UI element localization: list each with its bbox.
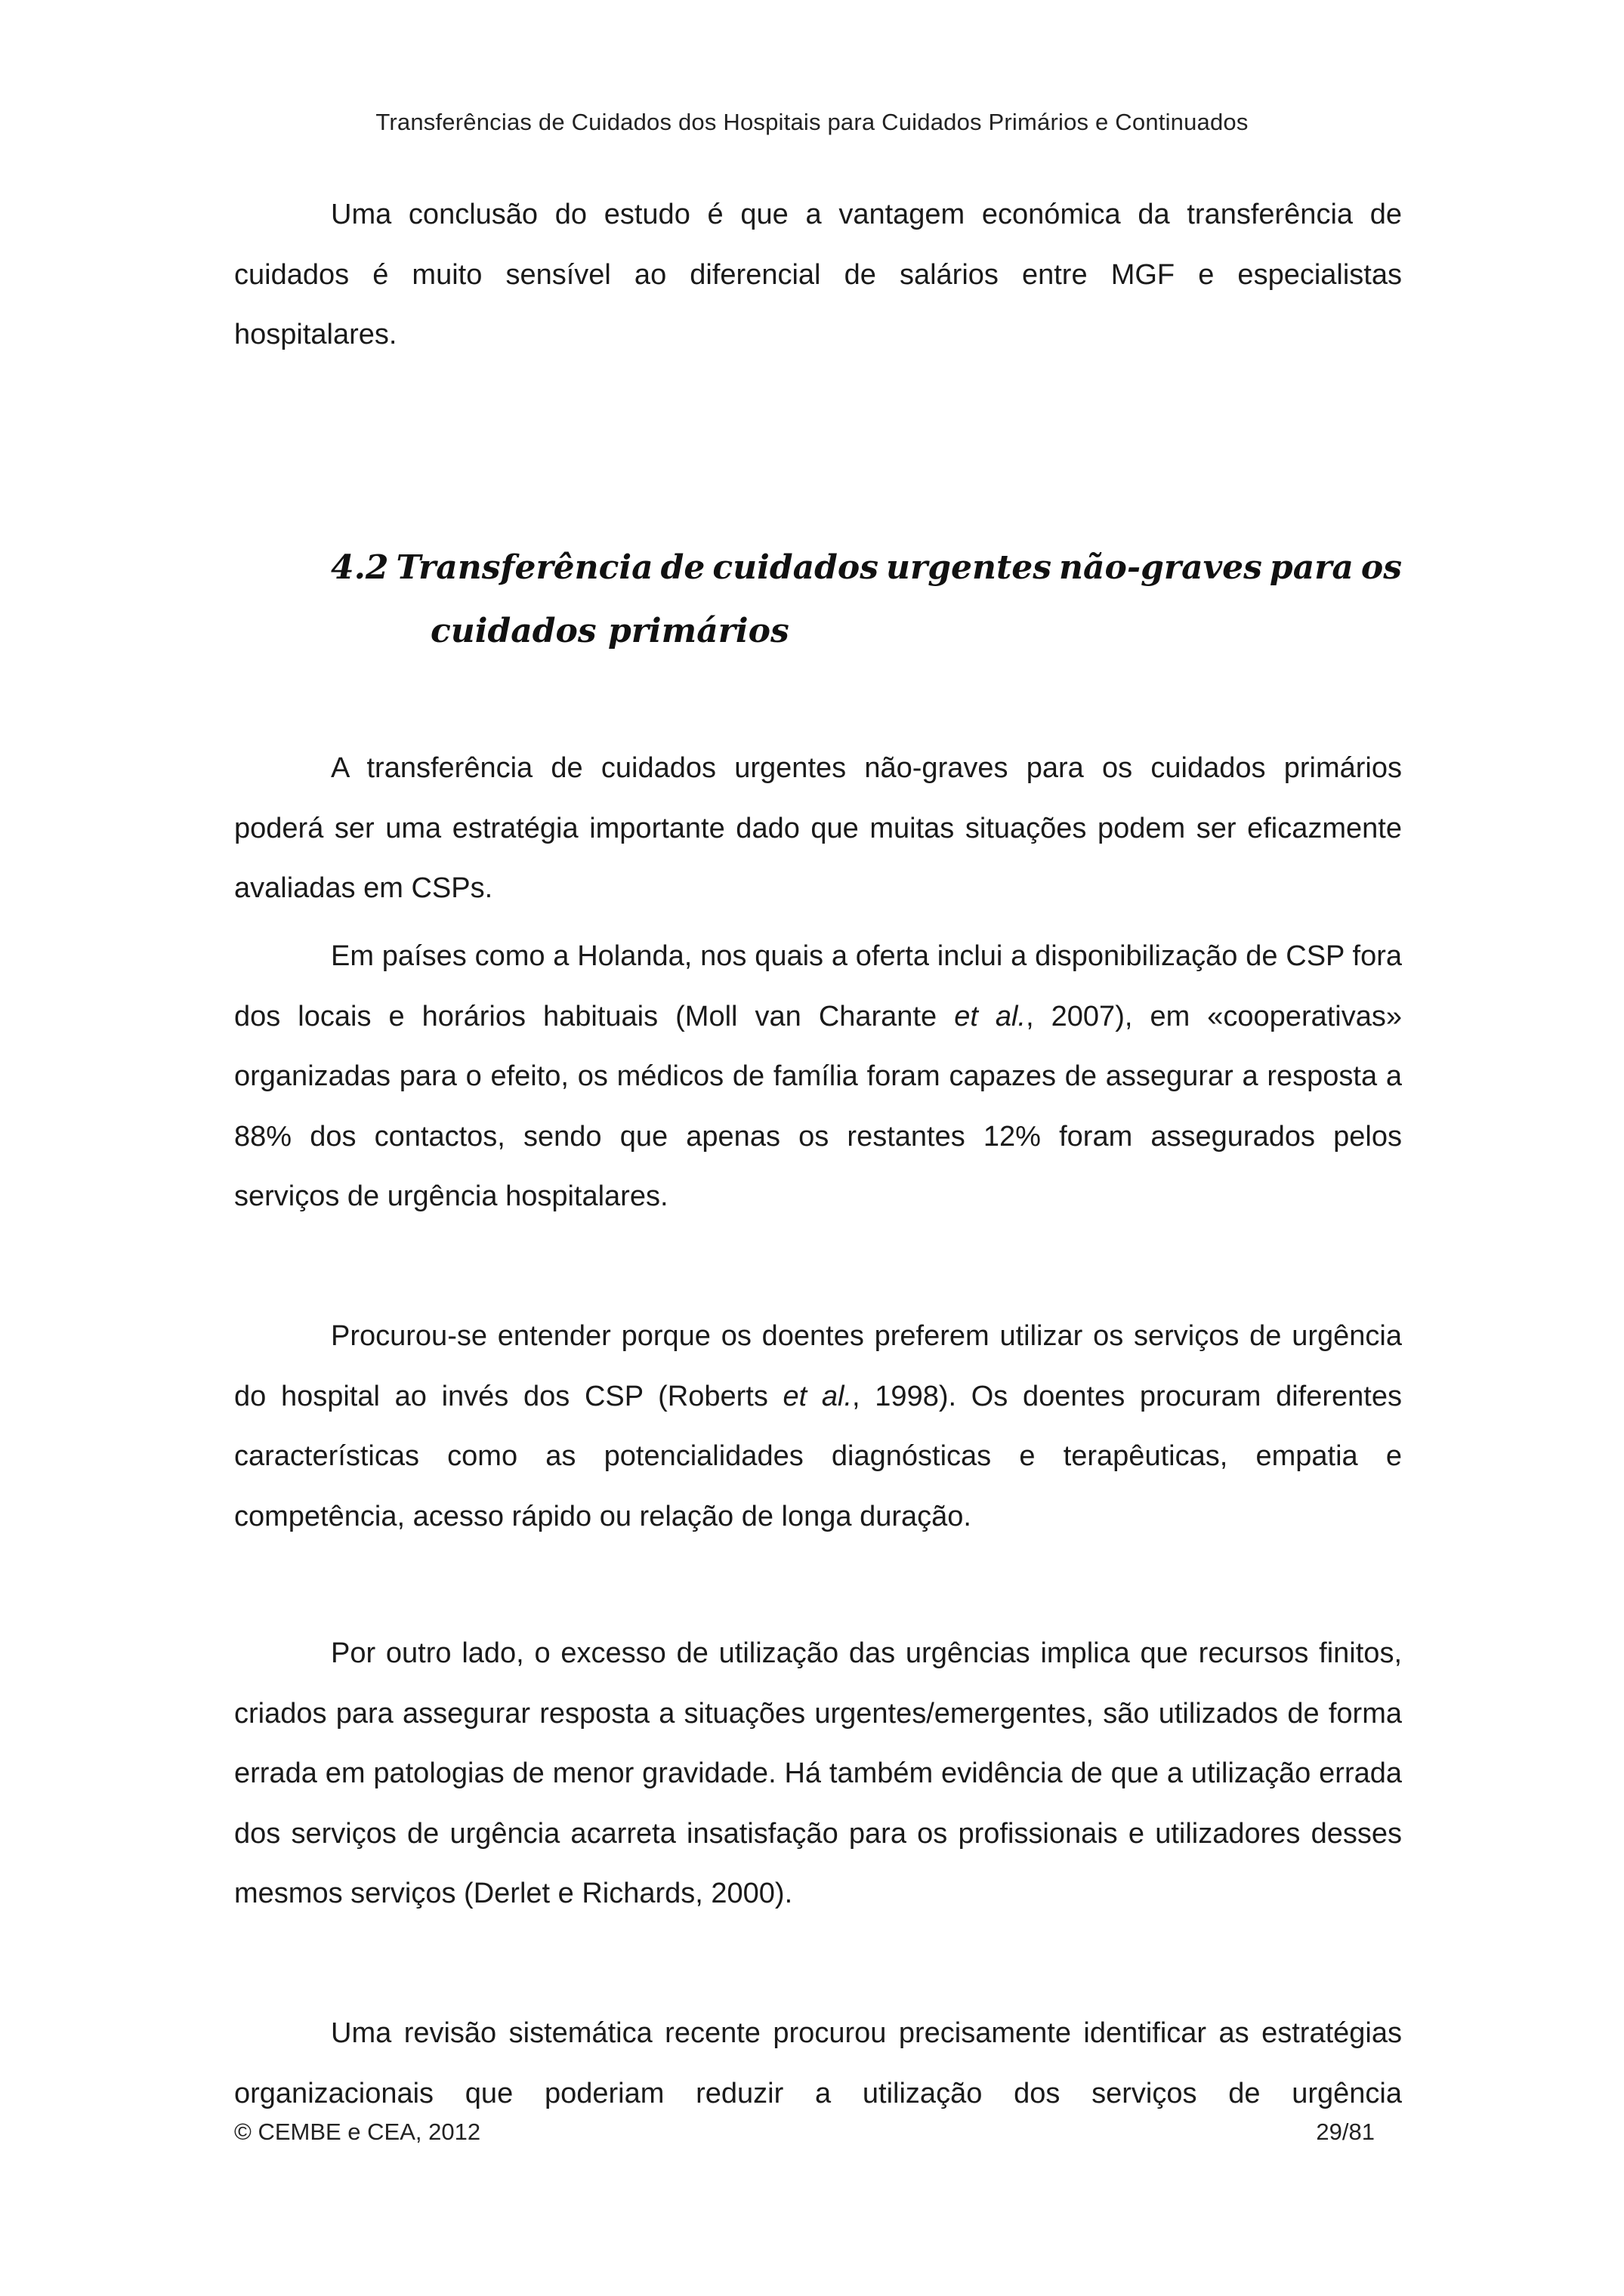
footer-copyright: © CEMBE e CEA, 2012: [234, 2119, 481, 2145]
paragraph-text: Em países como a Holanda, nos quais a oferta inclui a disponibilização de CSP fora dos locais e horários habituais (Moll van Charante: [234, 940, 1402, 1032]
paragraph-holanda: [234, 927, 1402, 1227]
paragraph-conclusion: [234, 185, 1402, 366]
paragraph-text: Uma conclusão do estudo é que a vantagem económica da transferência de cuidados é muito sensível ao diferencial de salários entre MGF e especialistas hospitalares.: [234, 199, 1402, 350]
section-heading-line1: [331, 536, 1402, 600]
footer-page-number: 29/81: [1316, 2119, 1375, 2145]
paragraph-text: Procurou-se entender porque os doentes preferem utilizar os serviços de urgência do hospital ao invés dos CSP (Roberts: [234, 1320, 1402, 1412]
paragraph-preferences: [234, 1307, 1402, 1547]
heading-word: Transferência: [396, 548, 653, 587]
paragraph-text: , 1998). Os doentes procuram diferentes características como as potencialidades diagnósticas e terapêuticas, empatia e competência, acesso rápido ou relação de longa duração.: [234, 1380, 1402, 1532]
paragraph-intro-transfer: [234, 739, 1402, 919]
paragraph-text: Por outro lado, o excesso de utilização das urgências implica que recursos finitos, criados para assegurar resposta a situações urgentes/emergentes, são utilizados de forma errada em patologias de menor gravidade. Há também evidência de que a utilização errada dos serviços de urgência acarreta insatisfação para os profissionais e utilizadores desses mesmos serviços (Derlet e Richards, 2000).: [234, 1637, 1402, 1909]
heading-word: cuidados: [712, 548, 879, 587]
section-heading: [331, 536, 1402, 663]
paragraph-text: Uma revisão sistemática recente procurou precisamente identificar as estratégias organizacionais que poderiam reduzir a utilização dos serviços de urgência: [234, 2017, 1402, 2109]
paragraph-systematic-review: [234, 2004, 1402, 2124]
paragraph-overuse: [234, 1624, 1402, 1924]
citation-italic: et al.: [783, 1380, 853, 1412]
section-heading-line2: cuidados primários: [431, 612, 789, 650]
heading-word: os: [1360, 548, 1402, 587]
heading-word: para: [1269, 548, 1354, 587]
heading-word: de: [660, 548, 705, 587]
heading-word: urgentes: [886, 548, 1052, 587]
citation-italic: et al.: [954, 1000, 1027, 1032]
paragraph-text: , 2007), em «cooperativas» organizadas para o efeito, os médicos de família foram capazes de assegurar a resposta a 88% dos contactos, sendo que apenas os restantes 12% foram assegurados pelos serviços de urgência hospitalares.: [234, 1000, 1402, 1212]
paragraph-text: A transferência de cuidados urgentes não-graves para os cuidados primários poderá ser uma estratégia importante dado que muitas situações podem ser eficazmente avaliadas em CSPs.: [234, 752, 1402, 904]
heading-word: não-graves: [1059, 548, 1262, 587]
section-number: 4.2: [331, 548, 389, 587]
running-header: Transferências de Cuidados dos Hospitais para Cuidados Primários e Continuados: [375, 109, 1249, 135]
